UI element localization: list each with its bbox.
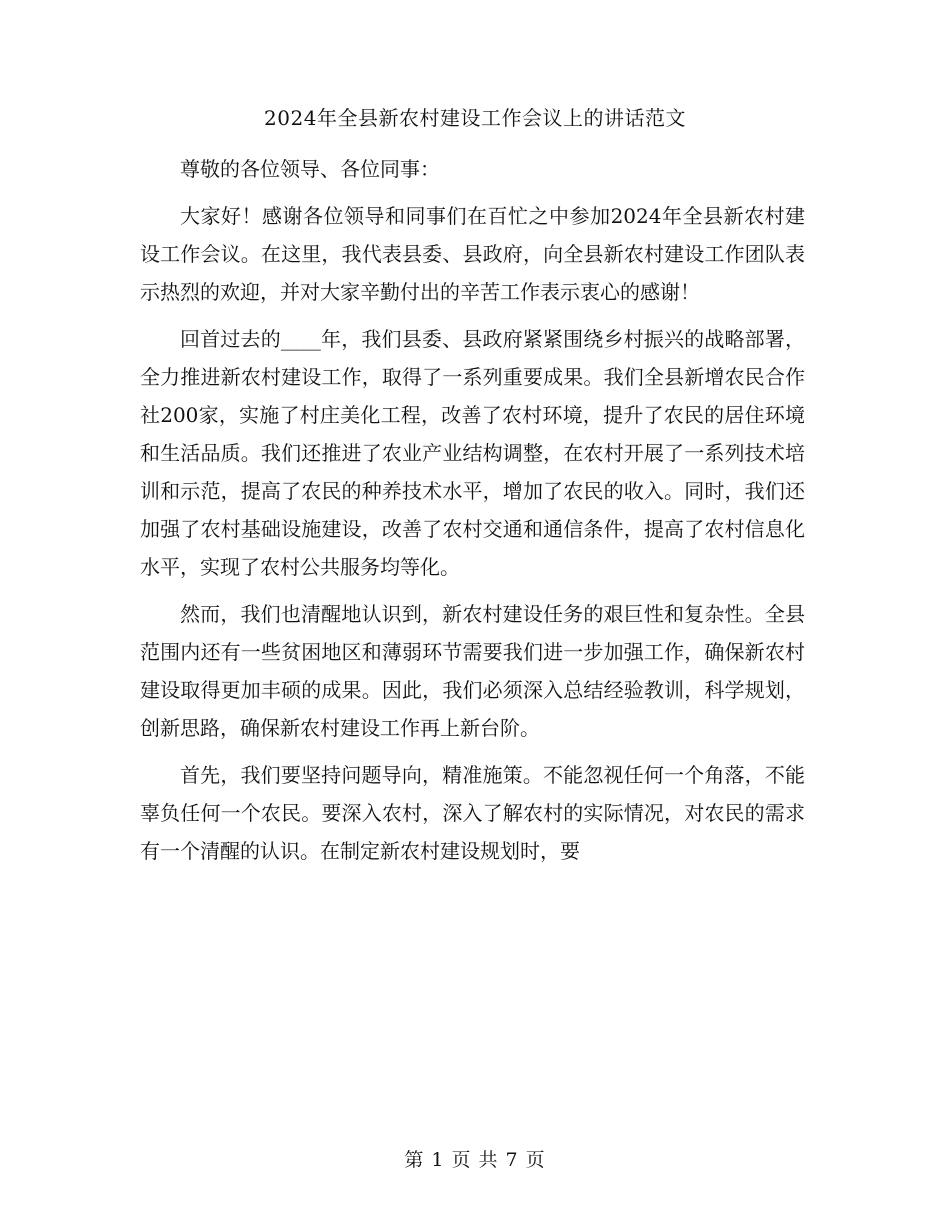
document-body bbox=[140, 150, 805, 879]
paragraph-achievements: 回首过去的____年，我们县委、县政府紧紧围绕乡村振兴的战略部署，全力推进新农村建设工作，取得了一系列重要成果。我们全县新增农民合作社200家，实施了村庄美化工程，改善了农村环境，提升了农民的居住环境和生活品质。我们还推进了农业产业结构调整，在农村开展了一系列技术培训和示范，提高了农民的种养技术水平，增加了农民的收入。同时，我们还加强了农村基础设施建设，改善了农村交通和通信条件，提高了农村信息化水平，实现了农村公共服务均等化。 bbox=[140, 327, 805, 579]
page-footer: 第 1 页 共 7 页 bbox=[404, 1149, 546, 1171]
greeting-paragraph: 尊敬的各位领导、各位同事： bbox=[180, 157, 440, 181]
paragraph-challenges: 然而，我们也清醒地认识到，新农村建设任务的艰巨性和复杂性。全县范围内还有一些贫困地区和薄弱环节需要我们进一步加强工作，确保新农村建设取得更加丰硕的成果。因此，我们必须深入总结经验教训，科学规划，创新思路，确保新农村建设工作再上新台阶。 bbox=[140, 602, 805, 740]
paragraph-welcome: 大家好！感谢各位领导和同事们在百忙之中参加2024年全县新农村建设工作会议。在这里，我代表县委、县政府，向全县新农村建设工作团队表示热烈的欢迎，并对大家辛勤付出的辛苦工作表示衷心的感谢！ bbox=[140, 204, 805, 304]
document-title: 2024年全县新农村建设工作会议上的讲话范文 bbox=[264, 106, 686, 130]
paragraph-first-measure: 首先，我们要坚持问题导向，精准施策。不能忽视任何一个角落，不能辜负任何一个农民。要深入农村，深入了解农村的实际情况，对农民的需求有一个清醒的认识。在制定新农村建设规划时，要 bbox=[140, 763, 805, 863]
